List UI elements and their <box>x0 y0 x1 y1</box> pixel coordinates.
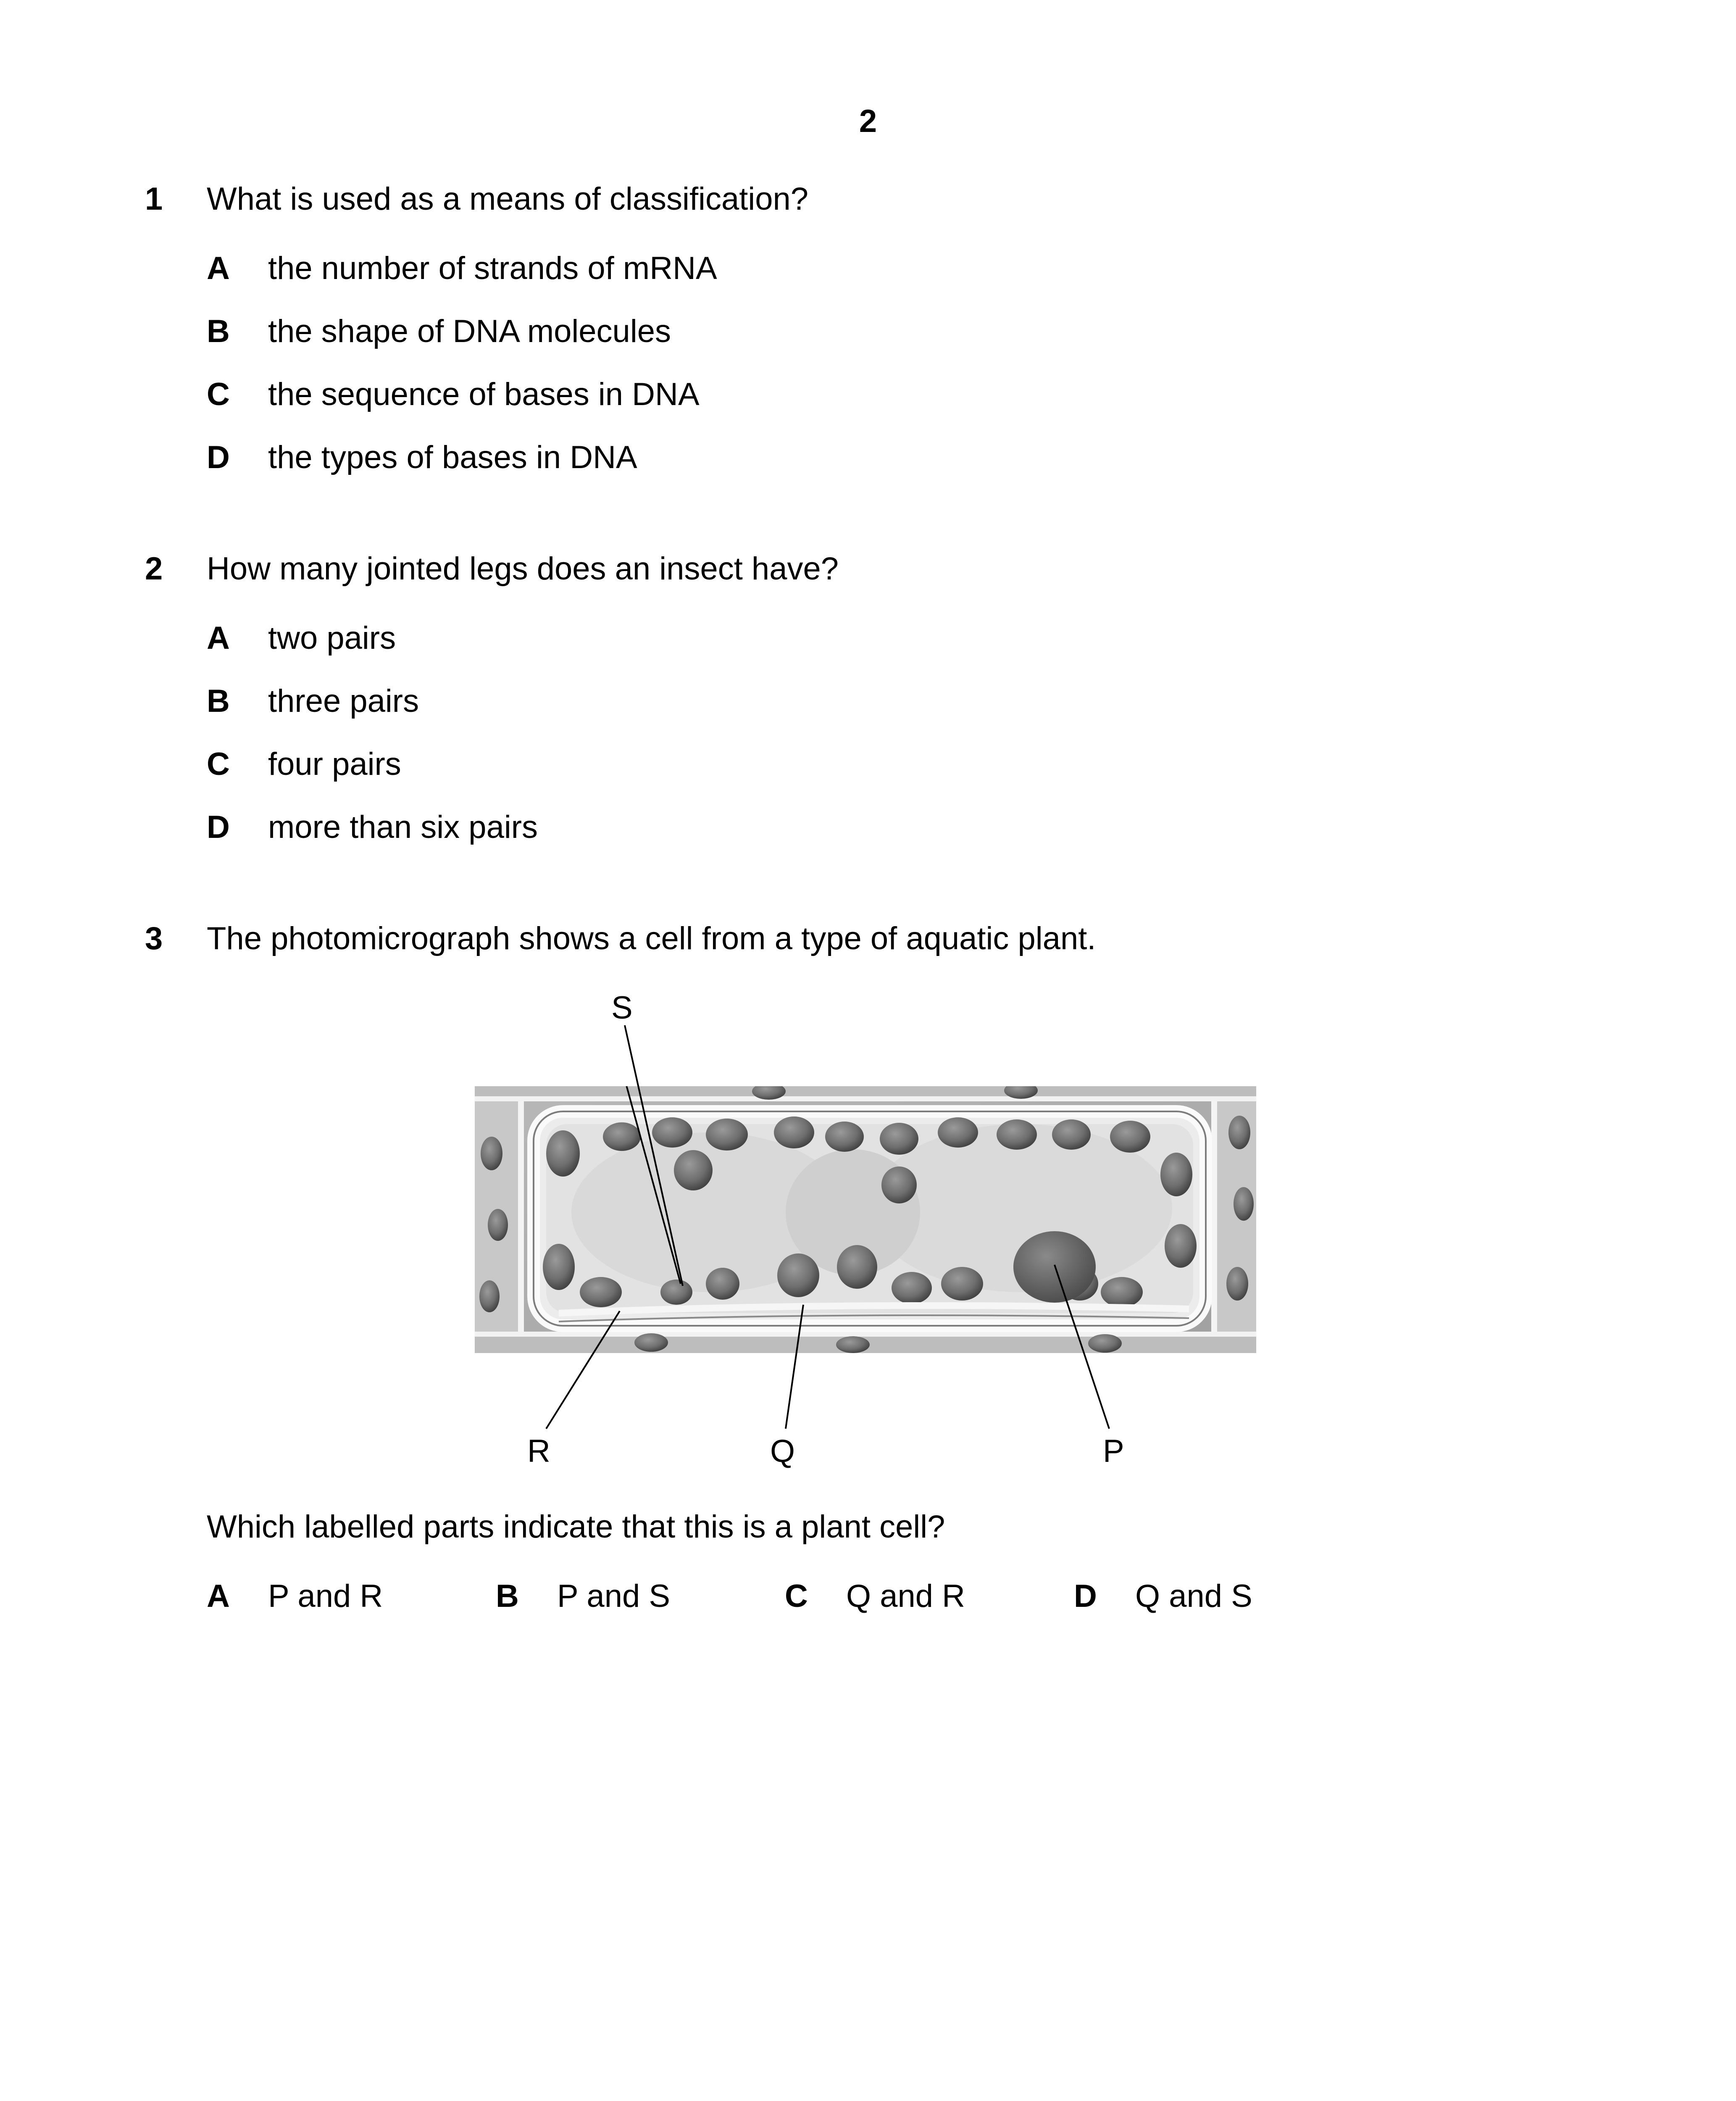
option-text: P and S <box>557 1578 671 1614</box>
option-letter: B <box>207 313 230 349</box>
option-text: the sequence of bases in DNA <box>268 376 700 412</box>
question-prompt: Which labelled parts indicate that this is a plant cell? <box>207 1509 945 1545</box>
question-text: What is used as a means of classification? <box>207 181 809 217</box>
figure-label-q: Q <box>770 1433 795 1469</box>
option-letter: B <box>207 683 230 719</box>
option-text: four pairs <box>268 746 401 782</box>
option-3d <box>1074 1578 1252 1614</box>
option-text: the number of strands of mRNA <box>268 250 717 286</box>
question-number: 2 <box>145 551 163 587</box>
option-letter: A <box>207 620 230 656</box>
option-3b <box>496 1578 670 1614</box>
option-letter: D <box>207 809 230 845</box>
page-number: 2 <box>859 103 877 139</box>
figure-label-p: P <box>1103 1433 1124 1469</box>
option-text: Q and R <box>846 1578 965 1614</box>
option-letter: A <box>207 1578 230 1614</box>
option-letter: C <box>207 376 230 412</box>
option-letter: C <box>785 1578 808 1614</box>
option-letter: D <box>207 440 230 475</box>
option-letter: A <box>207 250 230 286</box>
option-letter: C <box>207 746 230 782</box>
question-text: The photomicrograph shows a cell from a type of aquatic plant. <box>207 921 1096 956</box>
option-text: the types of bases in DNA <box>268 440 637 475</box>
option-text: three pairs <box>268 683 419 719</box>
question-number: 1 <box>145 181 163 217</box>
option-letter: B <box>496 1578 519 1614</box>
option-text: two pairs <box>268 620 396 656</box>
option-text: P and R <box>268 1578 383 1614</box>
figure-label-s: S <box>611 990 633 1026</box>
question-text: How many jointed legs does an insect have? <box>207 551 839 587</box>
figure-label-r: R <box>527 1433 550 1469</box>
option-letter: D <box>1074 1578 1097 1614</box>
question-number: 3 <box>145 921 163 956</box>
option-text: the shape of DNA molecules <box>268 313 671 349</box>
option-text: more than six pairs <box>268 809 538 845</box>
option-3c <box>785 1578 965 1614</box>
option-3a <box>207 1578 383 1614</box>
option-text: Q and S <box>1135 1578 1252 1614</box>
